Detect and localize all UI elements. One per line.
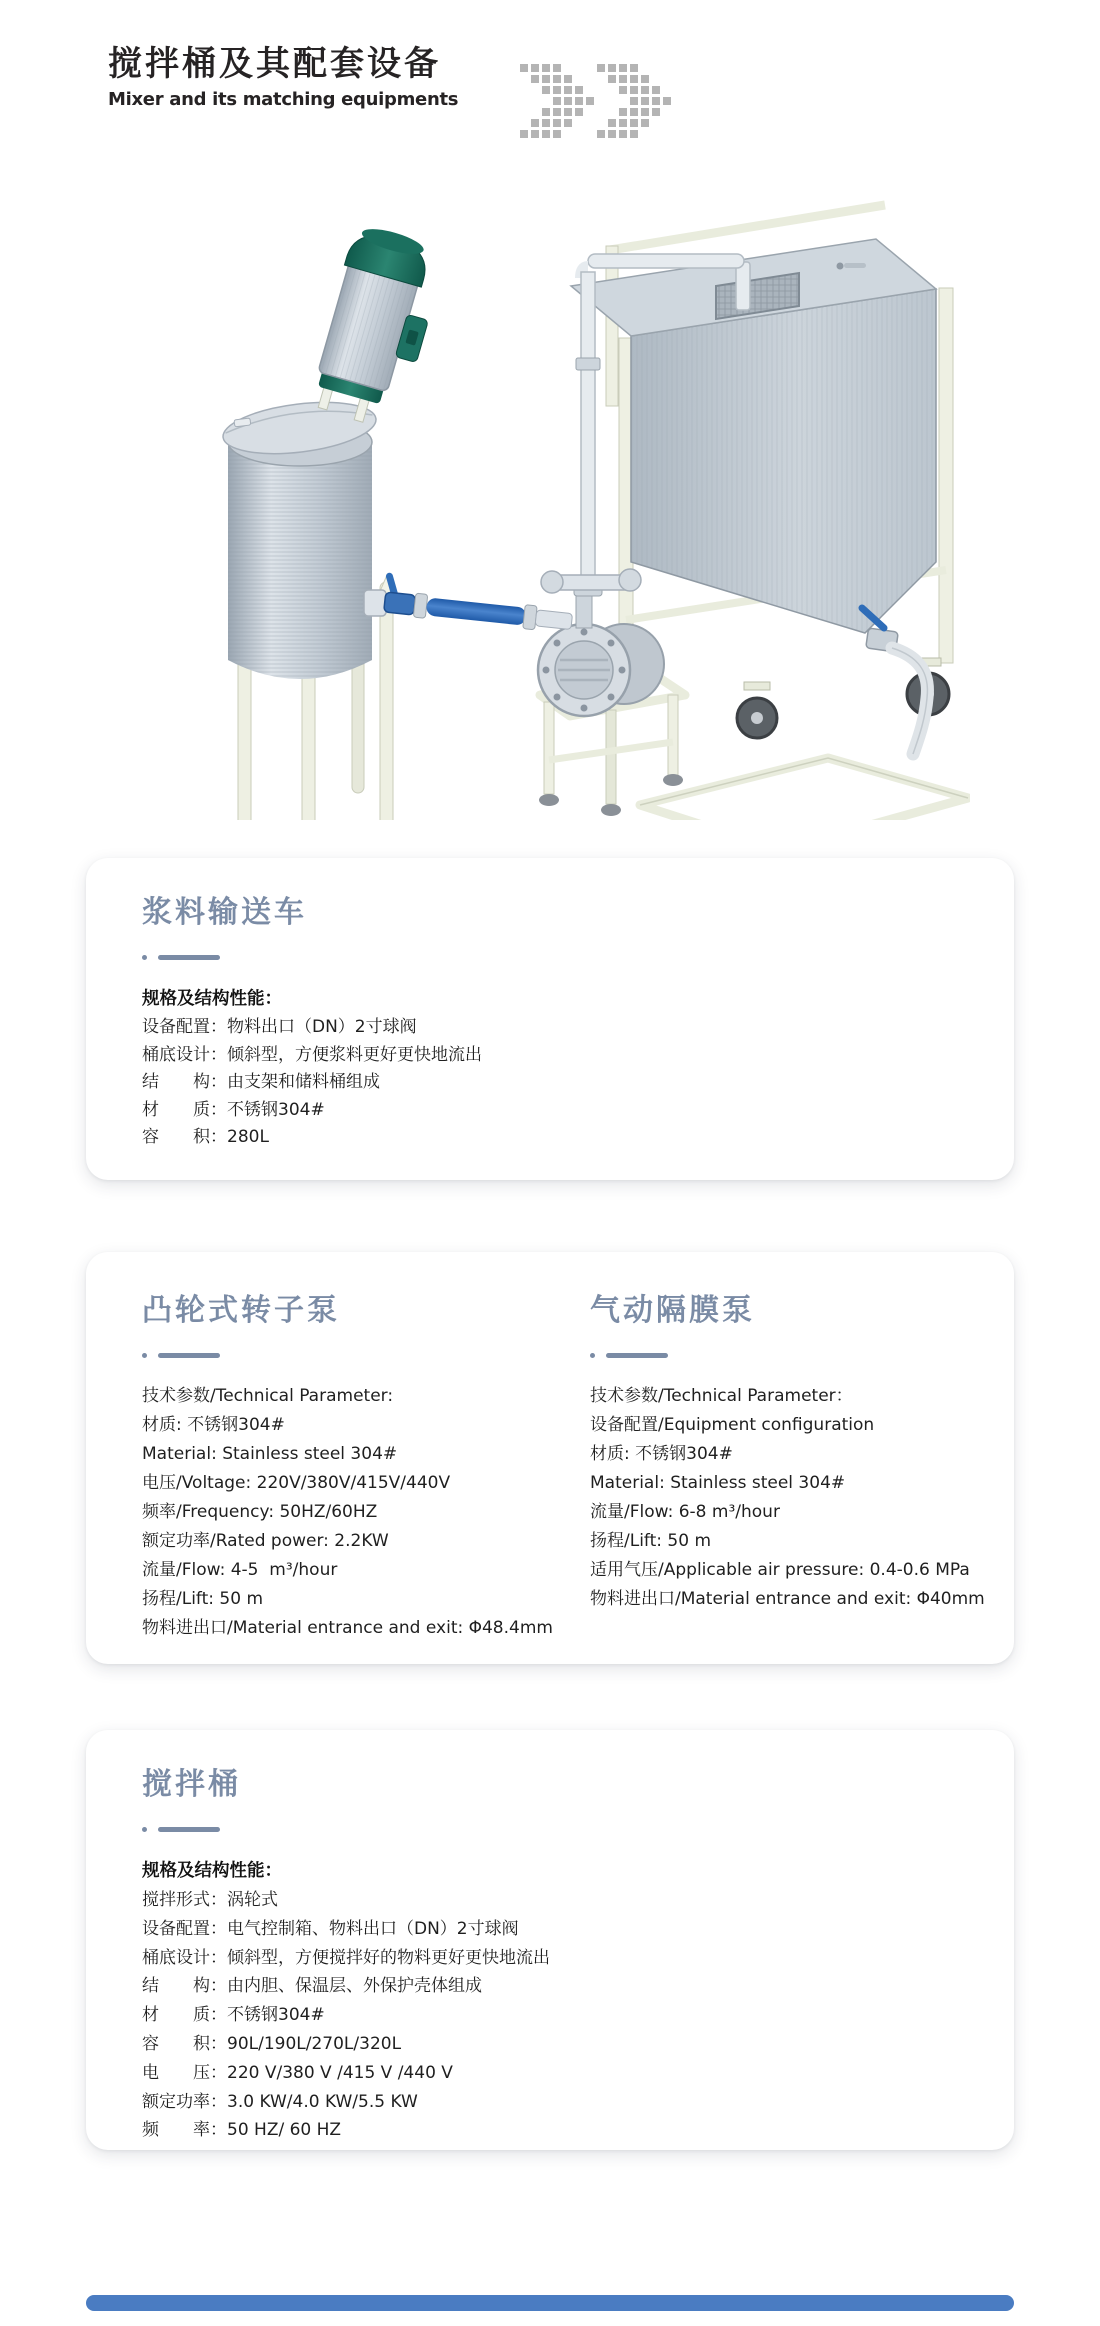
card-title: 凸轮式转子泵 [142,1293,340,1328]
spec-list [142,1014,958,1152]
underline-line [606,1353,668,1358]
spec-line: Material: Stainless steel 304# [142,1444,398,1464]
spec-line: 容 积：90L/190L/270L/320L [142,2033,402,2054]
footer-accent-bar [86,2295,1014,2311]
title-underline [142,1826,958,1832]
title-underline [590,1352,985,1358]
spec-heading: 规格及结构性能： [142,1861,282,1881]
spec-line: 材 质：不锈钢304# [142,1099,325,1120]
underline-line [158,1353,220,1358]
spec-line: 额定功率：3.0 KW/4.0 KW/5.5 KW [142,2091,418,2112]
underline-line [158,1827,220,1832]
spec-line: 材质: 不锈钢304# [590,1444,733,1464]
diaphragm-pump-figure [538,569,685,816]
title-underline [142,954,958,960]
page-subtitle: Mixer and its matching equipments [108,89,459,110]
spec-line: 扬程/Lift: 50 m [590,1531,712,1551]
spec-line: 结 构：由内胆、保温层、外保护壳体组成 [142,1976,482,1997]
spec-line: 设备配置：物料出口（DN）2寸球阀 [142,1017,417,1037]
agitator-motor-figure [304,222,449,432]
spec-heading: 规格及结构性能： [142,989,282,1009]
spec-list [142,1886,958,2145]
spec-line: 适用气压/Applicable air pressure: 0.4-0.6 MPa [590,1560,970,1580]
card-pumps [86,1252,1014,1664]
spec-line: 电 压：220 V/380 V /415 V /440 V [142,2062,453,2083]
spec-line: 频率/Frequency: 50HZ/60HZ [142,1502,378,1522]
spec-line: 物料进出口/Material entrance and exit: Φ48.4mm [142,1618,553,1638]
underline-dot [590,1353,595,1358]
spec-line: 桶底设计：倾斜型，方便搅拌好的物料更好更快地流出 [142,1947,550,1968]
card-slurry-transport-cart [86,858,1014,1180]
spec-line: 频 率：50 HZ/ 60 HZ [142,2120,342,2141]
mixer-tank-figure [220,222,449,820]
card-title: 搅拌桶 [142,1767,241,1802]
spec-line: 材 质：不锈钢304# [142,2005,325,2026]
column-rotor-pump [142,1292,590,1643]
page-title: 搅拌桶及其配套设备 [108,44,441,84]
underline-dot [142,1353,147,1358]
spec-line: Material: Stainless steel 304# [590,1473,846,1493]
spec-line: 流量/Flow: 6-8 m³/hour [590,1502,780,1522]
spec-line: 材质: 不锈钢304# [142,1415,285,1435]
spec-line: 桶底设计：倾斜型，方便浆料更好更快地流出 [142,1044,482,1065]
spec-line: 技术参数/Technical Parameter: [142,1386,394,1406]
underline-dot [142,1827,147,1832]
spec-line: 设备配置：电气控制箱、物料出口（DN）2寸球阀 [142,1918,519,1939]
column-diaphragm-pump [590,1292,985,1643]
spec-line: 扬程/Lift: 50 m [142,1589,264,1609]
card-mixer-tank [86,1730,1014,2150]
spec-line: 电压/Voltage: 220V/380V/415V/440V [142,1473,451,1493]
page-header [108,44,458,110]
spec-line: 设备配置/Equipment configuration [590,1415,875,1435]
double-chevron-pixel-icon [520,64,678,138]
spec-line: 结 构：由支架和储料桶组成 [142,1072,380,1092]
card-title: 浆料输送车 [142,895,307,930]
equipment-illustration [140,150,970,820]
spec-line: 搅拌形式：涡轮式 [142,1890,278,1910]
spec-line: 容 积：280L [142,1127,269,1147]
hopper-cart-figure [571,205,968,820]
spec-list [590,1382,985,1614]
spec-line: 流量/Flow: 4-5 m³/hour [142,1560,338,1580]
caster-wheel-icon [737,682,777,738]
underline-dot [142,955,147,960]
spec-list [142,1382,590,1643]
spec-line: 物料进出口/Material entrance and exit: Φ40mm [590,1589,985,1609]
pixel-arrow-svg [520,64,678,138]
spec-line: 额定功率/Rated power: 2.2KW [142,1531,389,1551]
spec-line: 技术参数/Technical Parameter： [590,1386,853,1406]
underline-line [158,955,220,960]
card-title: 气动隔膜泵 [590,1293,755,1328]
title-underline [142,1352,590,1358]
